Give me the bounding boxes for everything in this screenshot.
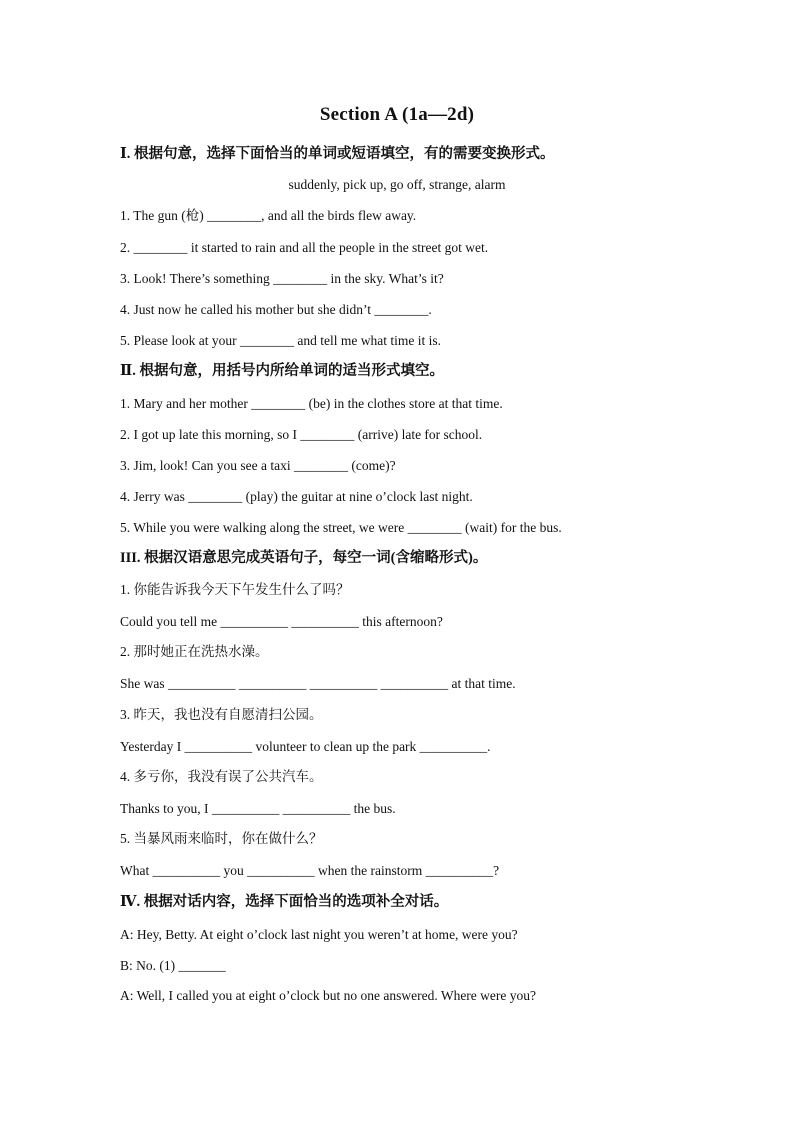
part3-item-4-cn: 4. 多亏你，我没有误了公共汽车。 xyxy=(120,769,323,784)
part2-item-1: 1. Mary and her mother ________ (be) in the clothes store at that time. xyxy=(120,396,503,411)
part2-item-2: 2. I got up late this morning, so I ________ (arrive) late for school. xyxy=(120,427,483,442)
part2-heading: Ⅱ. 根据句意，用括号内所给单词的适当形式填空。 xyxy=(120,363,444,379)
part2-item-3: 3. Jim, look! Can you see a taxi ________ (come)? xyxy=(120,458,396,473)
dialogue-line-3: A: Well, I called you at eight o’clock but no one answered. Where were you? xyxy=(120,988,537,1003)
part4-heading: Ⅳ. 根据对话内容，选择下面恰当的选项补全对话。 xyxy=(120,894,449,910)
part1-item-3: 3. Look! There’s something ________ in the sky. What’s it? xyxy=(120,271,444,286)
part3-heading: III. 根据汉语意思完成英语句子，每空一词(含缩略形式)。 xyxy=(120,550,488,566)
part3-item-3-cn: 3. 昨天，我也没有自愿清扫公园。 xyxy=(120,707,323,722)
part3-item-5-en: What __________ you __________ when the rainstorm __________? xyxy=(120,863,500,878)
part1-item-5: 5. Please look at your ________ and tell me what time it is. xyxy=(120,333,441,348)
part1-item-4: 4. Just now he called his mother but she didn’t ________. xyxy=(120,302,432,317)
part3-item-1-en: Could you tell me __________ __________ this afternoon? xyxy=(120,614,443,629)
part3-item-2-en: She was __________ __________ __________ __________ at that time. xyxy=(120,676,516,691)
part2-item-4: 4. Jerry was ________ (play) the guitar at nine o’clock last night. xyxy=(120,489,473,504)
part2-item-5: 5. While you were walking along the street, we were ________ (wait) for the bus. xyxy=(120,520,562,535)
part1-item-2: 2. ________ it started to rain and all the people in the street got wet. xyxy=(120,240,489,255)
page-title: Section A (1a—2d) xyxy=(319,104,475,125)
word-bank: suddenly, pick up, go off, strange, alarm xyxy=(288,177,506,192)
dialogue-line-1: A: Hey, Betty. At eight o’clock last night you weren’t at home, were you? xyxy=(120,927,518,942)
part3-item-4-en: Thanks to you, I __________ __________ the bus. xyxy=(120,801,396,816)
part1-heading: Ⅰ. 根据句意，选择下面恰当的单词或短语填空，有的需要变换形式。 xyxy=(120,146,555,162)
part3-item-1-cn: 1. 你能告诉我今天下午发生什么了吗？ xyxy=(120,582,350,597)
dialogue-line-2: B: No. (1) _______ xyxy=(120,958,226,973)
part3-item-2-cn: 2. 那时她正在洗热水澡。 xyxy=(120,644,269,659)
part3-item-5-cn: 5. 当暴风雨来临时，你在做什么？ xyxy=(120,831,323,846)
part1-item-1: 1. The gun (枪) ________, and all the birds flew away. xyxy=(120,208,417,223)
part3-item-3-en: Yesterday I __________ volunteer to clean up the park __________. xyxy=(120,739,491,754)
